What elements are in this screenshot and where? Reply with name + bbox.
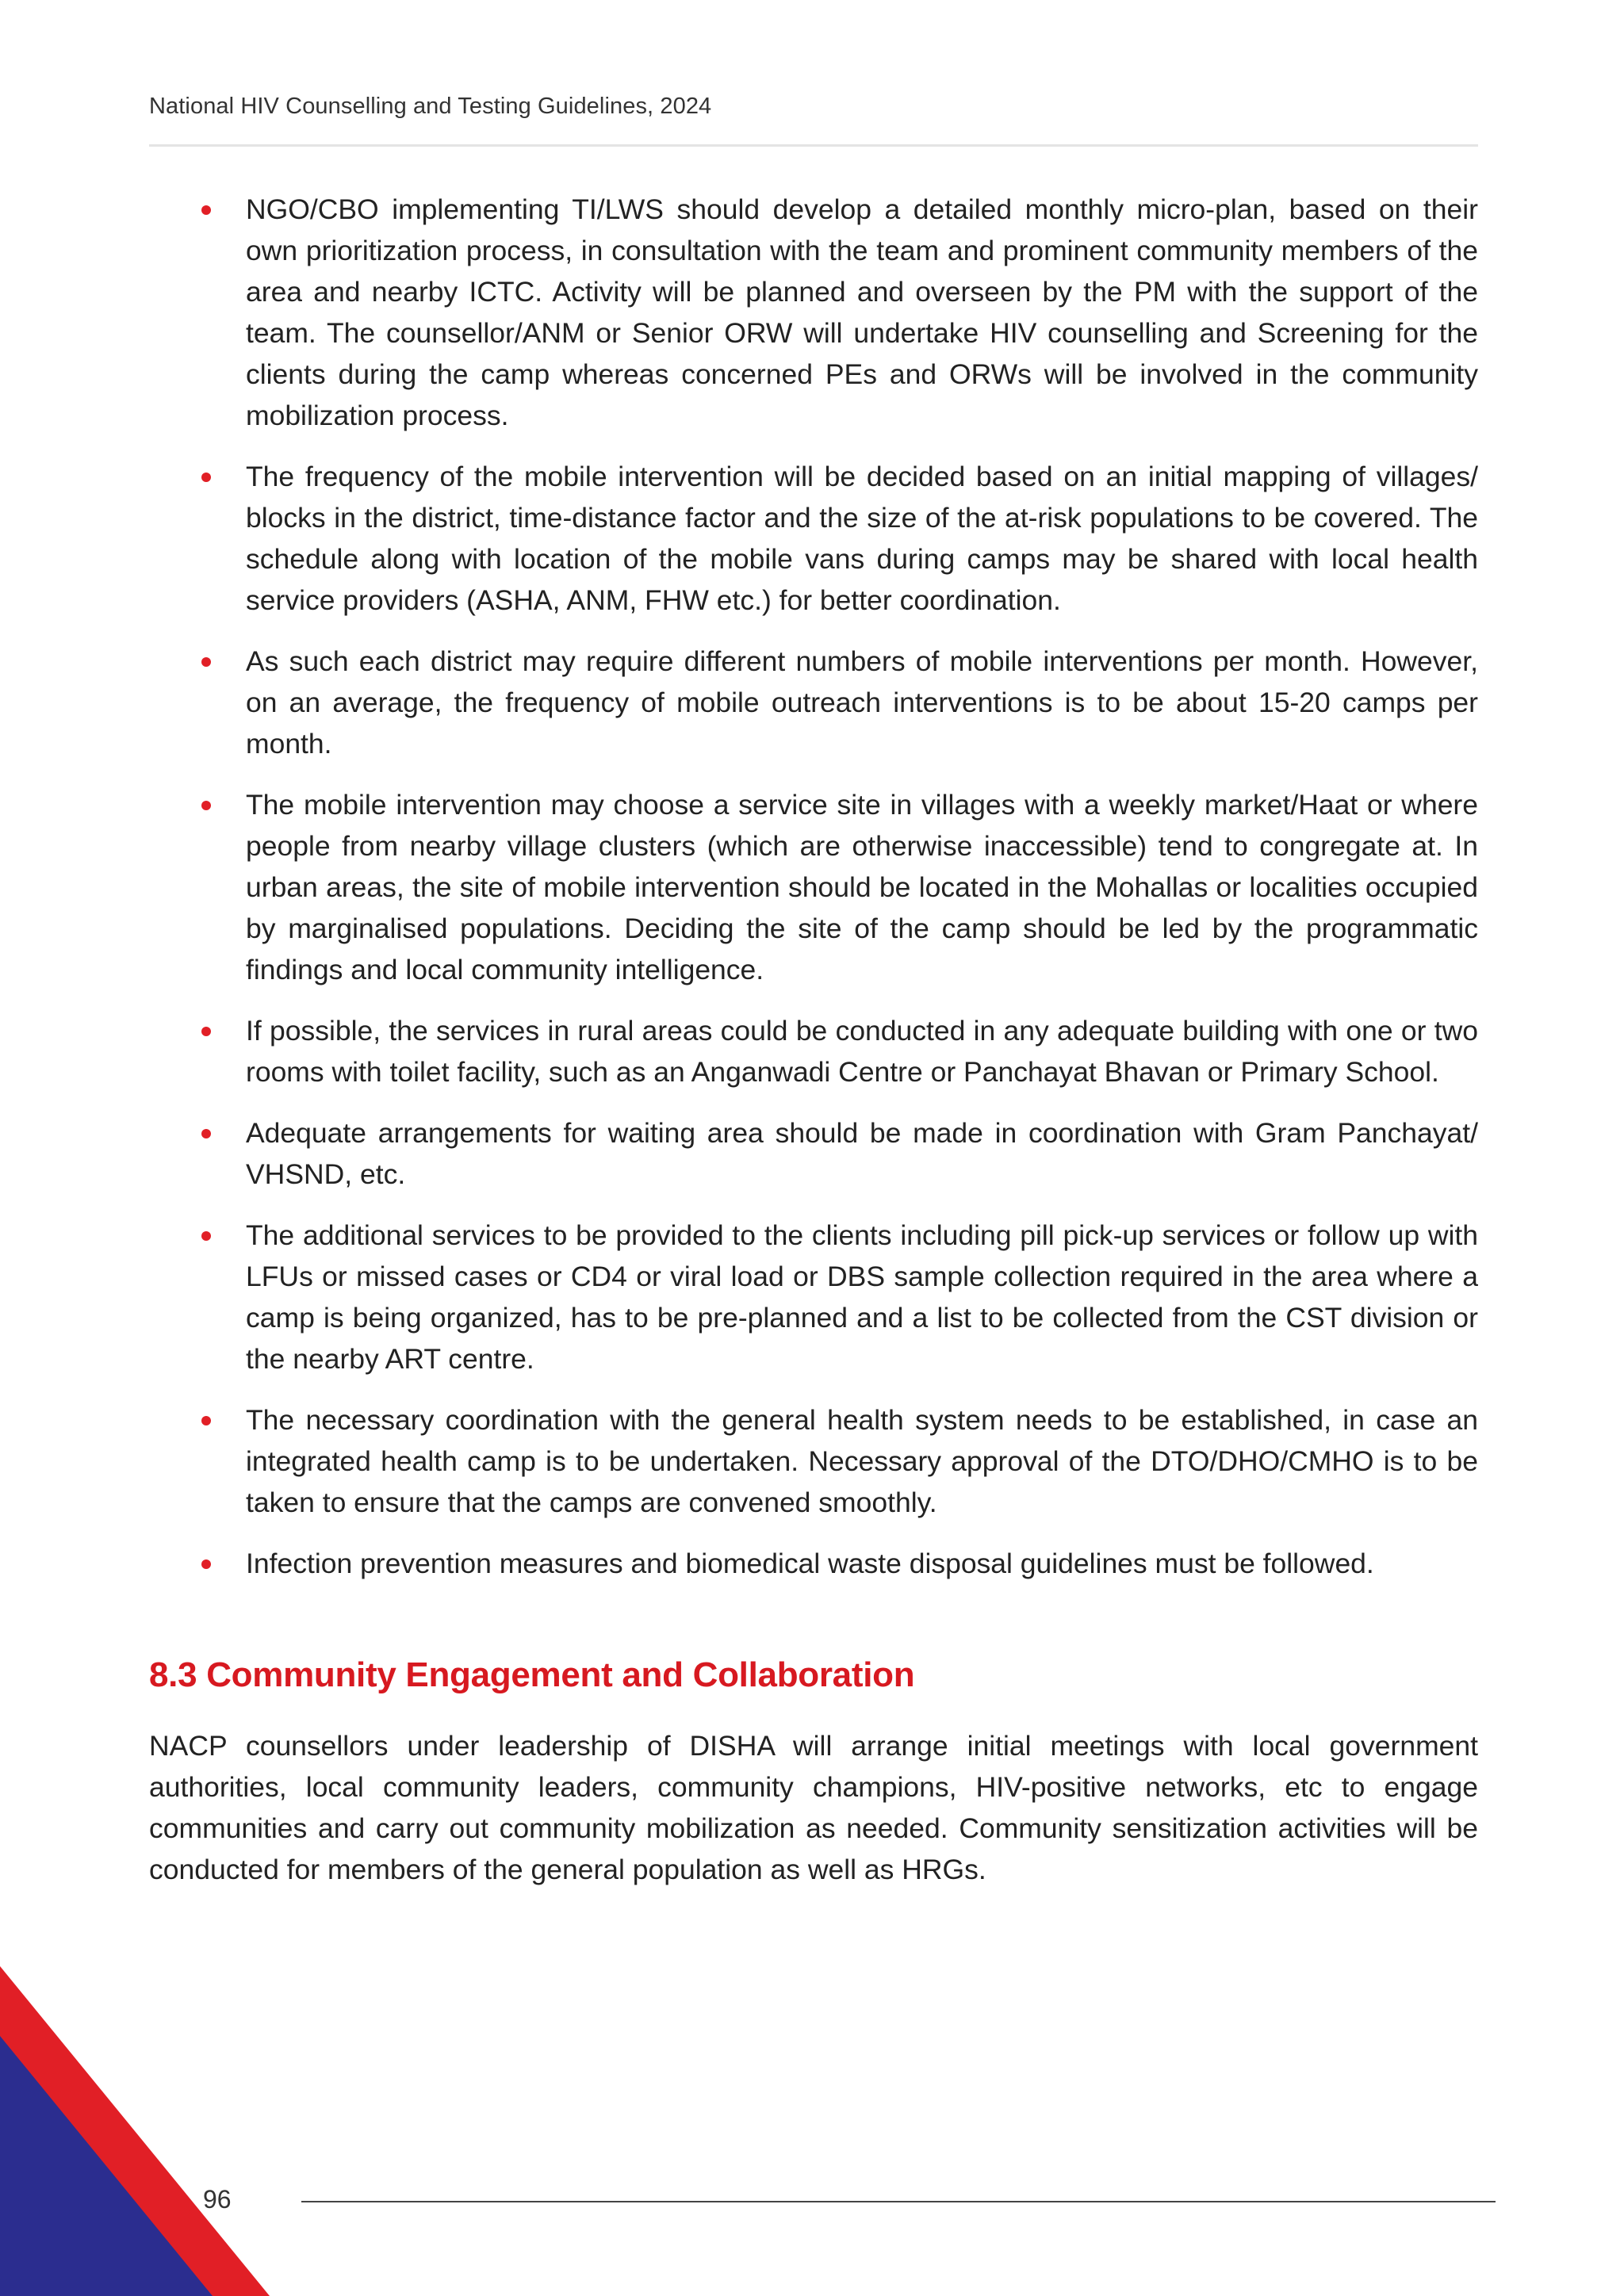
list-item-text: As such each district may require different numbers of mobile interventions per month. However, on an average, the frequency of mobile outreach interventions is to be about 15-20 camps per month.: [246, 645, 1478, 760]
list-item-text: The mobile intervention may choose a service site in villages with a weekly market/Haat or where people from nearby village clusters (which are otherwise inaccessible) tend to congregate at. In urban areas, the site of mobile intervention should be located in the Mohallas or localities occupied by marginalised populations. Deciding the site of the camp should be led by the programmatic findings and local community intelligence.: [246, 789, 1478, 985]
bullet-list: [149, 189, 1478, 1604]
header-divider: [149, 144, 1478, 147]
bullet-icon: [201, 801, 211, 810]
corner-decoration: [0, 1966, 270, 2296]
list-item-text: NGO/CBO implementing TI/LWS should develop a detailed monthly micro-plan, based on their own prioritization process, in consultation with the team and prominent community members of the area and nearby ICTC. Activity will be planned and overseen by the PM with the support of the team. The counsellor/ANM or Senior ORW will undertake HIV counselling and Screening for the clients during the camp whereas concerned PEs and ORWs will be involved in the community mobilization process.: [246, 193, 1478, 431]
running-header-title: National HIV Counselling and Testing Guidelines, 2024: [149, 94, 712, 119]
list-item-text: The additional services to be provided to the clients including pill pick-up services or follow up with LFUs or missed cases or CD4 or viral load or DBS sample collection required in the area where a camp is being organized, has to be pre-planned and a list to be collected from the CST division or the nearby ART centre.: [246, 1219, 1478, 1375]
list-item: [149, 1112, 1478, 1195]
list-item-text: The necessary coordination with the general health system needs to be established, in case an integrated health camp is to be undertaken. Necessary approval of the DTO/DHO/CMHO is to be taken to ensure that the camps are convened smoothly.: [246, 1404, 1478, 1518]
bullet-icon: [201, 1129, 211, 1138]
bullet-icon: [201, 1027, 211, 1036]
section-heading: 8.3 Community Engagement and Collaboration: [149, 1655, 915, 1694]
footer-divider: [301, 2201, 1496, 2202]
bullet-icon: [201, 205, 211, 215]
list-item: [149, 456, 1478, 621]
list-item: [149, 1543, 1478, 1584]
list-item: [149, 189, 1478, 436]
list-item-text: Infection prevention measures and biomedical waste disposal guidelines must be followed.: [246, 1548, 1374, 1579]
list-item: [149, 1399, 1478, 1523]
bullet-icon: [201, 657, 211, 667]
list-item: [149, 784, 1478, 990]
bullet-icon: [201, 473, 211, 482]
list-item: [149, 641, 1478, 764]
list-item: [149, 1215, 1478, 1380]
page-number: 96: [203, 2185, 232, 2214]
bullet-icon: [201, 1559, 211, 1569]
section-paragraph: NACP counsellors under leadership of DISHA will arrange initial meetings with local government authorities, local community leaders, community champions, HIV-positive networks, etc to engage communities and carry out community mobilization as needed. Community sensitization activities will be conducted for members of the general population as well as HRGs.: [149, 1730, 1478, 1885]
list-item-text: The frequency of the mobile intervention will be decided based on an initial mapping of villages/ blocks in the district, time-distance factor and the size of the at-risk populations to be covered. The schedule along with location of the mobile vans during camps may be shared with local health service providers (ASHA, ANM, FHW etc.) for better coordination.: [246, 461, 1478, 616]
list-item-text: Adequate arrangements for waiting area should be made in coordination with Gram Panchayat/ VHSND, etc.: [246, 1117, 1478, 1190]
bullet-icon: [201, 1231, 211, 1241]
bullet-icon: [201, 1416, 211, 1425]
list-item-text: If possible, the services in rural areas could be conducted in any adequate building with one or two rooms with toilet facility, such as an Anganwadi Centre or Panchayat Bhavan or Primary School.: [246, 1015, 1478, 1088]
list-item: [149, 1010, 1478, 1093]
